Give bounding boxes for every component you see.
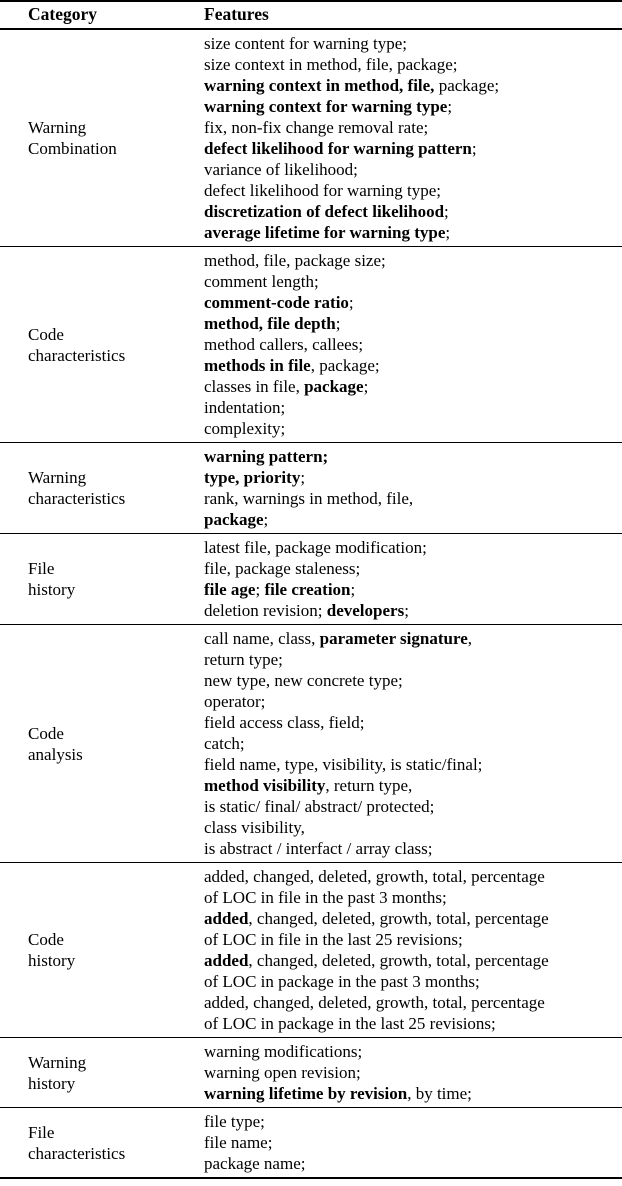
feature-line: size content for warning type; <box>204 34 407 53</box>
features-cell <box>204 1038 622 1108</box>
feature-line: operator; <box>204 692 266 711</box>
category-cell <box>0 863 204 1038</box>
table-row <box>0 863 622 1038</box>
feature-line: file, package staleness; <box>204 559 361 578</box>
category-column-header: Category <box>0 1 204 29</box>
features-cell <box>204 247 622 443</box>
category-cell <box>0 534 204 625</box>
feature-line: comment-code ratio; <box>204 293 354 312</box>
features-cell <box>204 1108 622 1179</box>
feature-line: new type, new concrete type; <box>204 671 403 690</box>
feature-line: is abstract / interfact / array class; <box>204 839 433 858</box>
table-header <box>0 1 622 29</box>
feature-line: warning context for warning type; <box>204 97 453 116</box>
category-cell <box>0 443 204 534</box>
features-cell <box>204 443 622 534</box>
category-line: characteristics <box>28 345 126 365</box>
category-cell <box>0 625 204 863</box>
feature-line: added, changed, deleted, growth, total, percentage <box>204 951 549 970</box>
category-cell <box>0 1108 204 1179</box>
feature-line: classes in file, package; <box>204 377 369 396</box>
category-line: File <box>28 559 55 578</box>
category-line: history <box>28 1073 76 1093</box>
feature-line: warning modifications; <box>204 1042 363 1061</box>
table-row <box>0 247 622 443</box>
category-cell <box>0 1038 204 1108</box>
feature-line: field access class, field; <box>204 713 365 732</box>
feature-table-body <box>0 29 622 1178</box>
feature-line: package name; <box>204 1154 306 1173</box>
feature-line: rank, warnings in method, file, <box>204 489 414 508</box>
feature-line: size context in method, file, package; <box>204 55 458 74</box>
feature-line: return type; <box>204 650 283 669</box>
category-line: Warning <box>28 1052 87 1072</box>
feature-line: class visibility, <box>204 818 305 837</box>
feature-line: defect likelihood for warning pattern; <box>204 139 477 158</box>
category-cell <box>0 247 204 443</box>
feature-line: methods in file, package; <box>204 356 380 375</box>
feature-line: file age; file creation; <box>204 580 356 599</box>
features-cell <box>204 863 622 1038</box>
table-row <box>0 534 622 625</box>
feature-line: added, changed, deleted, growth, total, percentage <box>204 909 549 928</box>
category-line: Warning <box>28 118 87 137</box>
feature-line: warning lifetime by revision, by time; <box>204 1084 472 1103</box>
category-line: Code <box>28 930 64 949</box>
feature-line: of LOC in package in the past 3 months; <box>204 972 480 991</box>
category-line: characteristics <box>28 489 126 508</box>
feature-line: comment length; <box>204 272 319 291</box>
category-line: Code <box>28 723 64 743</box>
feature-line: method, file depth; <box>204 314 341 333</box>
feature-line: defect likelihood for warning type; <box>204 181 441 200</box>
feature-line: method callers, callees; <box>204 335 364 354</box>
feature-line: warning context in method, file, package; <box>204 76 500 95</box>
feature-line: catch; <box>204 734 245 753</box>
feature-line: file name; <box>204 1133 273 1152</box>
feature-line: method, file, package size; <box>204 251 386 270</box>
feature-line: warning open revision; <box>204 1063 361 1082</box>
feature-line: package; <box>204 510 269 529</box>
category-line: Warning <box>28 468 87 487</box>
feature-line: deletion revision; developers; <box>204 601 409 620</box>
table-row <box>0 625 622 863</box>
features-cell <box>204 625 622 863</box>
feature-line: is static/ final/ abstract/ protected; <box>204 797 435 816</box>
feature-line: of LOC in file in the past 3 months; <box>204 888 447 907</box>
table-row <box>0 29 622 247</box>
feature-line: of LOC in package in the last 25 revisions; <box>204 1014 496 1033</box>
features-column-header: Features <box>204 1 622 29</box>
category-line: history <box>28 580 76 599</box>
feature-line: field name, type, visibility, is static/final; <box>204 755 483 774</box>
feature-line: method visibility, return type, <box>204 776 413 795</box>
feature-line: added, changed, deleted, growth, total, percentage <box>204 867 545 886</box>
feature-line: fix, non-fix change removal rate; <box>204 118 429 137</box>
feature-line: warning pattern; <box>204 447 329 466</box>
category-line: characteristics <box>28 1143 126 1163</box>
table-row <box>0 443 622 534</box>
category-line: analysis <box>28 744 83 764</box>
feature-line: average lifetime for warning type; <box>204 223 451 242</box>
table-row <box>0 1038 622 1108</box>
feature-line: discretization of defect likelihood; <box>204 202 449 221</box>
table-row <box>0 1108 622 1179</box>
feature-line: file type; <box>204 1112 265 1131</box>
category-line: File <box>28 1122 55 1142</box>
feature-line: indentation; <box>204 398 286 417</box>
header-row <box>0 1 622 29</box>
features-cell <box>204 29 622 247</box>
feature-line: type, priority; <box>204 468 306 487</box>
feature-line: added, changed, deleted, growth, total, percentage <box>204 993 545 1012</box>
feature-line: of LOC in file in the last 25 revisions; <box>204 930 463 949</box>
category-line: history <box>28 951 76 970</box>
feature-line: call name, class, parameter signature, <box>204 629 473 648</box>
category-line: Combination <box>28 139 117 158</box>
feature-line: latest file, package modification; <box>204 538 427 557</box>
category-cell <box>0 29 204 247</box>
features-cell <box>204 534 622 625</box>
feature-line: complexity; <box>204 419 286 438</box>
feature-line: variance of likelihood; <box>204 160 358 179</box>
category-line: Code <box>28 324 64 344</box>
